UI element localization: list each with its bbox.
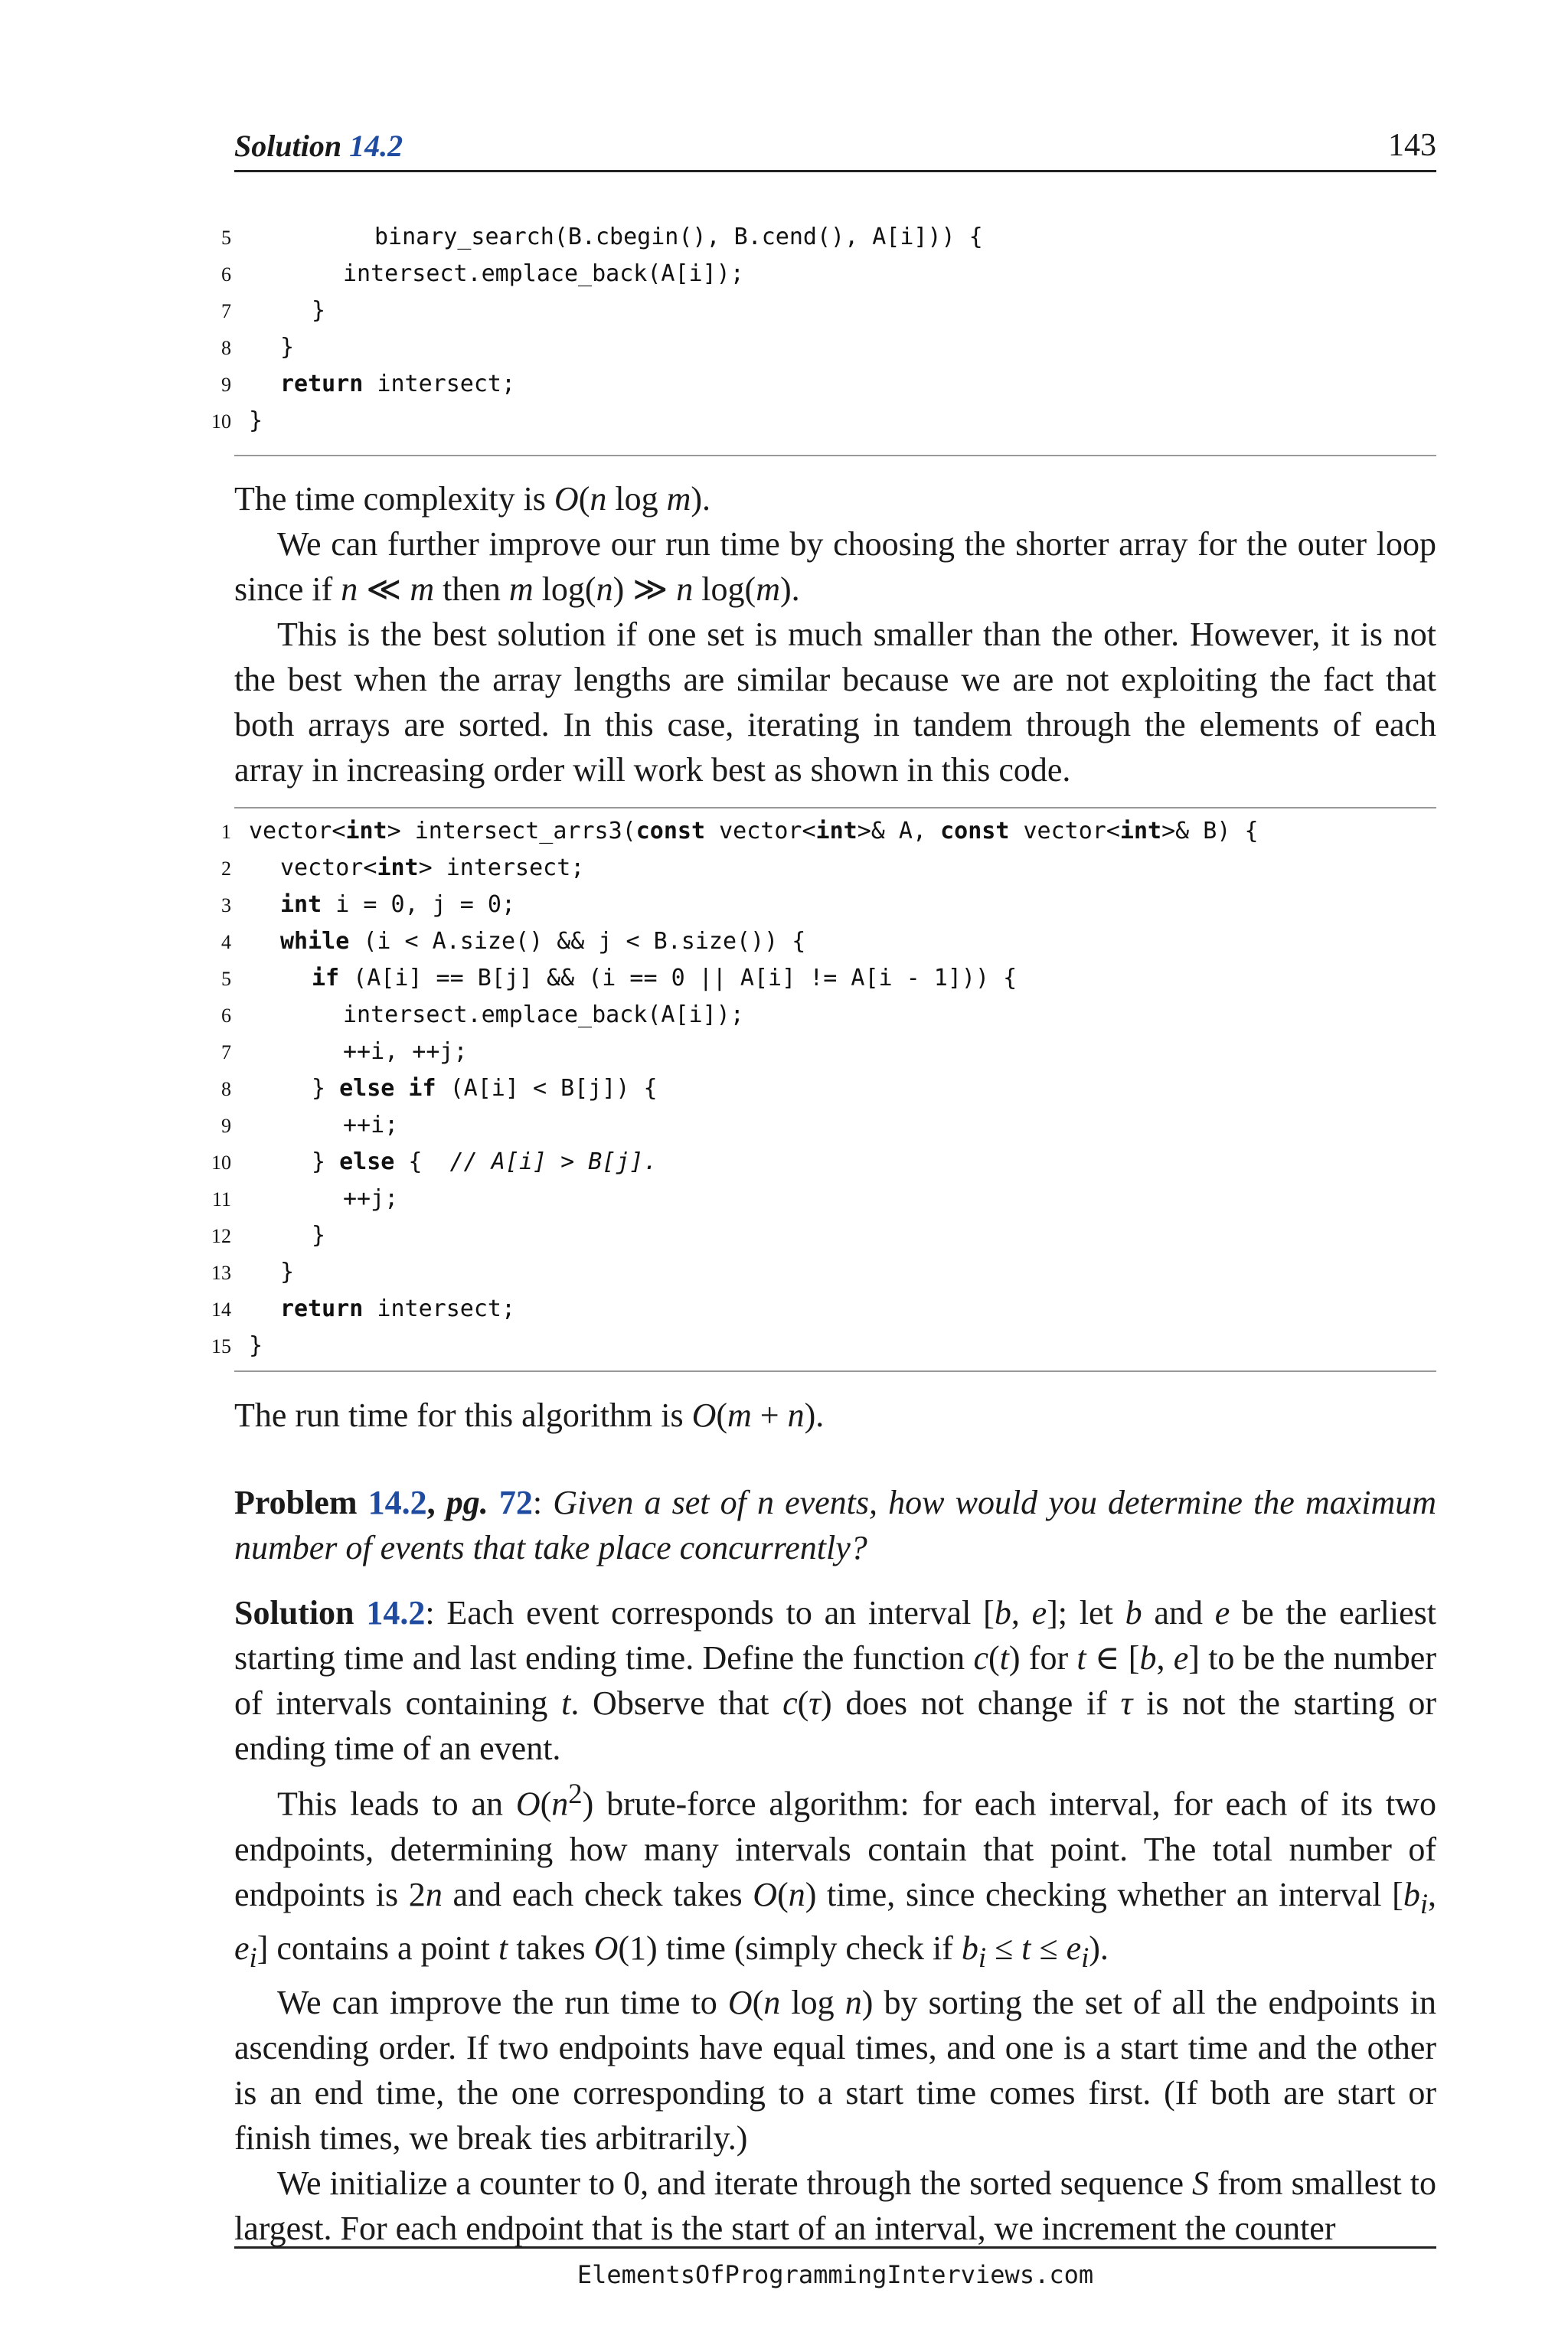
code-keyword: int	[377, 854, 419, 881]
code-text	[249, 1222, 325, 1249]
code-keyword: const	[940, 818, 1010, 844]
code-token: }	[280, 334, 295, 361]
paragraph: The run time for this algorithm is O(m + n).	[234, 1396, 825, 1434]
code-line	[199, 1075, 1436, 1112]
code-line	[199, 297, 1436, 334]
code-text	[249, 1001, 744, 1028]
code-token: vector<	[1009, 818, 1120, 844]
code-keyword: else if	[339, 1075, 436, 1102]
code-comment: // A[i] > B[j].	[449, 1148, 658, 1175]
running-header	[234, 122, 1436, 172]
code-keyword: if	[312, 965, 340, 991]
code-line	[199, 1038, 1436, 1075]
code-text	[249, 224, 983, 250]
code-text	[249, 891, 515, 918]
line-number: 13	[211, 1262, 231, 1284]
code-text	[249, 1332, 263, 1359]
line-number: 15	[211, 1335, 231, 1357]
runtime-sentence	[234, 1393, 1436, 1438]
paragraph: This is the best solution if one set is much smaller than the other. However, it is not the best when the array lengths are similar because we are not exploiting the fact that both arrays are sorted. In this case, iterating in tandem through the elements of each array in increasing order will work best as shown in this code.	[234, 616, 1436, 789]
code-keyword: int	[815, 818, 858, 844]
code-token: (A[i] == B[j] && (i == 0 || A[i] != A[i - 1])) {	[339, 965, 1018, 991]
code-text	[249, 854, 584, 881]
code-line	[199, 818, 1436, 854]
line-number: 7	[221, 1041, 231, 1063]
code-text	[249, 1148, 658, 1175]
footer-rule	[234, 2246, 1436, 2249]
code-line	[199, 260, 1436, 297]
line-number: 3	[221, 894, 231, 916]
code-token: i = 0, j = 0;	[322, 891, 516, 918]
paragraph: Solution 14.2: Each event corresponds to an interval [b, e]; let b and e be the earliest starting time and last ending time. Define the function c(t) for t ∈ [b, e] to be the number of intervals containing t. Observe that c(τ) does not change if τ is not the starting or ending time of an event.	[234, 1594, 1437, 1767]
code-text	[249, 1185, 398, 1212]
line-number: 6	[221, 1004, 231, 1027]
code-token: }	[249, 407, 263, 434]
code-token: intersect;	[363, 1295, 516, 1322]
code-keyword: return	[280, 1295, 364, 1322]
code-line	[199, 224, 1436, 260]
line-number: 9	[221, 374, 231, 396]
code-line	[199, 1259, 1436, 1295]
line-number: 5	[221, 227, 231, 249]
paragraph: Problem 14.2, pg. 72: Given a set of n events, how would you determine the maximum number of events that take place concurrently?	[234, 1484, 1437, 1566]
footer-website[interactable]: ElementsOfProgrammingInterviews.com	[577, 2260, 1094, 2289]
code-token: (i < A.size() && j < B.size()) {	[349, 928, 806, 955]
line-number: 5	[221, 968, 231, 990]
code-bottom-rule	[234, 455, 1436, 456]
code-text	[249, 965, 1017, 991]
line-number: 8	[221, 1078, 231, 1100]
code-line	[199, 334, 1436, 371]
code-text	[249, 928, 805, 955]
line-number: 12	[211, 1225, 231, 1247]
code-text	[249, 297, 325, 324]
code-token: }	[312, 297, 326, 324]
code-keyword: int	[345, 818, 387, 844]
code-text	[249, 1112, 398, 1138]
code-text	[249, 407, 263, 434]
code-token: }	[312, 1222, 326, 1249]
code-line	[199, 965, 1436, 1001]
line-number: 6	[221, 263, 231, 286]
page-number: 143	[1388, 128, 1436, 163]
code-keyword: return	[280, 371, 364, 397]
line-number: 10	[211, 410, 231, 433]
code-token: intersect.emplace_back(A[i]);	[343, 1001, 744, 1028]
line-number: 11	[211, 1188, 231, 1210]
solution-text	[234, 1590, 1436, 2251]
code-token: }	[280, 1259, 295, 1285]
code-keyword: const	[635, 818, 706, 844]
code-token: intersect;	[363, 371, 516, 397]
code-keyword: int	[1119, 818, 1162, 844]
code-token: ++j;	[343, 1185, 399, 1212]
code-keyword: while	[280, 928, 350, 955]
cross-reference-link[interactable]: 14.2	[368, 1484, 427, 1521]
code-token: binary_search(B.cbegin(), B.cend(), A[i])) {	[374, 224, 983, 250]
line-number: 10	[211, 1152, 231, 1174]
code-text	[249, 818, 1259, 844]
code-token: vector<	[249, 818, 346, 844]
code-text	[249, 1075, 658, 1102]
line-number: 7	[221, 300, 231, 322]
cross-reference-link[interactable]: 72	[498, 1484, 533, 1521]
code-keyword: else	[339, 1148, 395, 1175]
code-text	[249, 260, 744, 287]
code-line	[199, 1112, 1436, 1148]
code-line	[199, 928, 1436, 965]
code-token: {	[394, 1148, 450, 1175]
code-top-rule	[234, 807, 1436, 808]
paragraph: This leads to an $O(n^2)$ brute-force algorithm: for each interval, for each of its two endpoints, determining how many intervals contain that point. The total number of endpoints is 2n and each check takes O(n) time, since checking whether an interval [$b_i$, $e_i$] contains a point t takes O(1) time (simply check if $b_i \le t \le e_i$).	[234, 1778, 1436, 1974]
code-token: > intersect;	[418, 854, 585, 881]
body-text-complexity	[234, 476, 1436, 792]
code-text	[249, 1038, 468, 1065]
code-line	[199, 1185, 1436, 1222]
line-number: 9	[221, 1115, 231, 1137]
code-token: vector<	[280, 854, 377, 881]
line-number: 1	[221, 821, 231, 843]
code-line	[199, 1332, 1436, 1369]
line-number: 14	[211, 1298, 231, 1321]
code-token: intersect.emplace_back(A[i]);	[343, 260, 744, 287]
header-section-link[interactable]: 14.2	[349, 129, 403, 163]
paragraph: The time complexity is O(n log m).	[234, 480, 711, 518]
code-token: >& B) {	[1161, 818, 1259, 844]
code-token: > intersect_arrs3(	[387, 818, 636, 844]
code-line	[199, 1148, 1436, 1185]
code-line	[199, 371, 1436, 407]
code-token: (A[i] < B[j]) {	[436, 1075, 658, 1102]
code-line	[199, 407, 1436, 444]
paragraph: We can improve the run time to O(n log n) by sorting the set of all the endpoints in ascending order. If two endpoints have equal times, and one is a start time and the other is an end time, the one corresponding to a start time comes first. (If both are start or finish times, we break ties arbitrarily.)	[234, 1984, 1436, 2158]
line-number: 2	[221, 858, 231, 880]
code-text	[249, 334, 294, 361]
code-line	[199, 1222, 1436, 1259]
header-section-title: Solution 14.2	[234, 129, 403, 163]
code-text	[249, 1259, 294, 1285]
code-text	[249, 371, 515, 397]
code-bottom-rule	[234, 1370, 1436, 1372]
code-text	[249, 1295, 515, 1322]
paragraph: We initialize a counter to 0, and iterate through the sorted sequence S from smallest to largest. For each endpoint that is the start of an interval, we increment the counter	[234, 2164, 1436, 2248]
code-token: }	[312, 1148, 340, 1175]
problem-statement	[234, 1480, 1436, 1570]
code-line	[199, 1001, 1436, 1038]
line-number: 4	[221, 931, 231, 953]
code-token: }	[312, 1075, 340, 1102]
code-line	[199, 1295, 1436, 1332]
code-token: >& A,	[857, 818, 941, 844]
code-line	[199, 854, 1436, 891]
code-keyword: int	[280, 891, 322, 918]
code-line	[199, 891, 1436, 928]
code-token: }	[249, 1332, 263, 1359]
line-number: 8	[221, 337, 231, 359]
paragraph: We can further improve our run time by choosing the shorter array for the outer loop since if n ≪ m then m log(n) ≫ n log(m).	[234, 525, 1436, 608]
code-token: ++i;	[343, 1112, 399, 1138]
cross-reference-link[interactable]: 14.2	[366, 1594, 426, 1632]
code-token: vector<	[705, 818, 816, 844]
code-token: ++i, ++j;	[343, 1038, 468, 1065]
